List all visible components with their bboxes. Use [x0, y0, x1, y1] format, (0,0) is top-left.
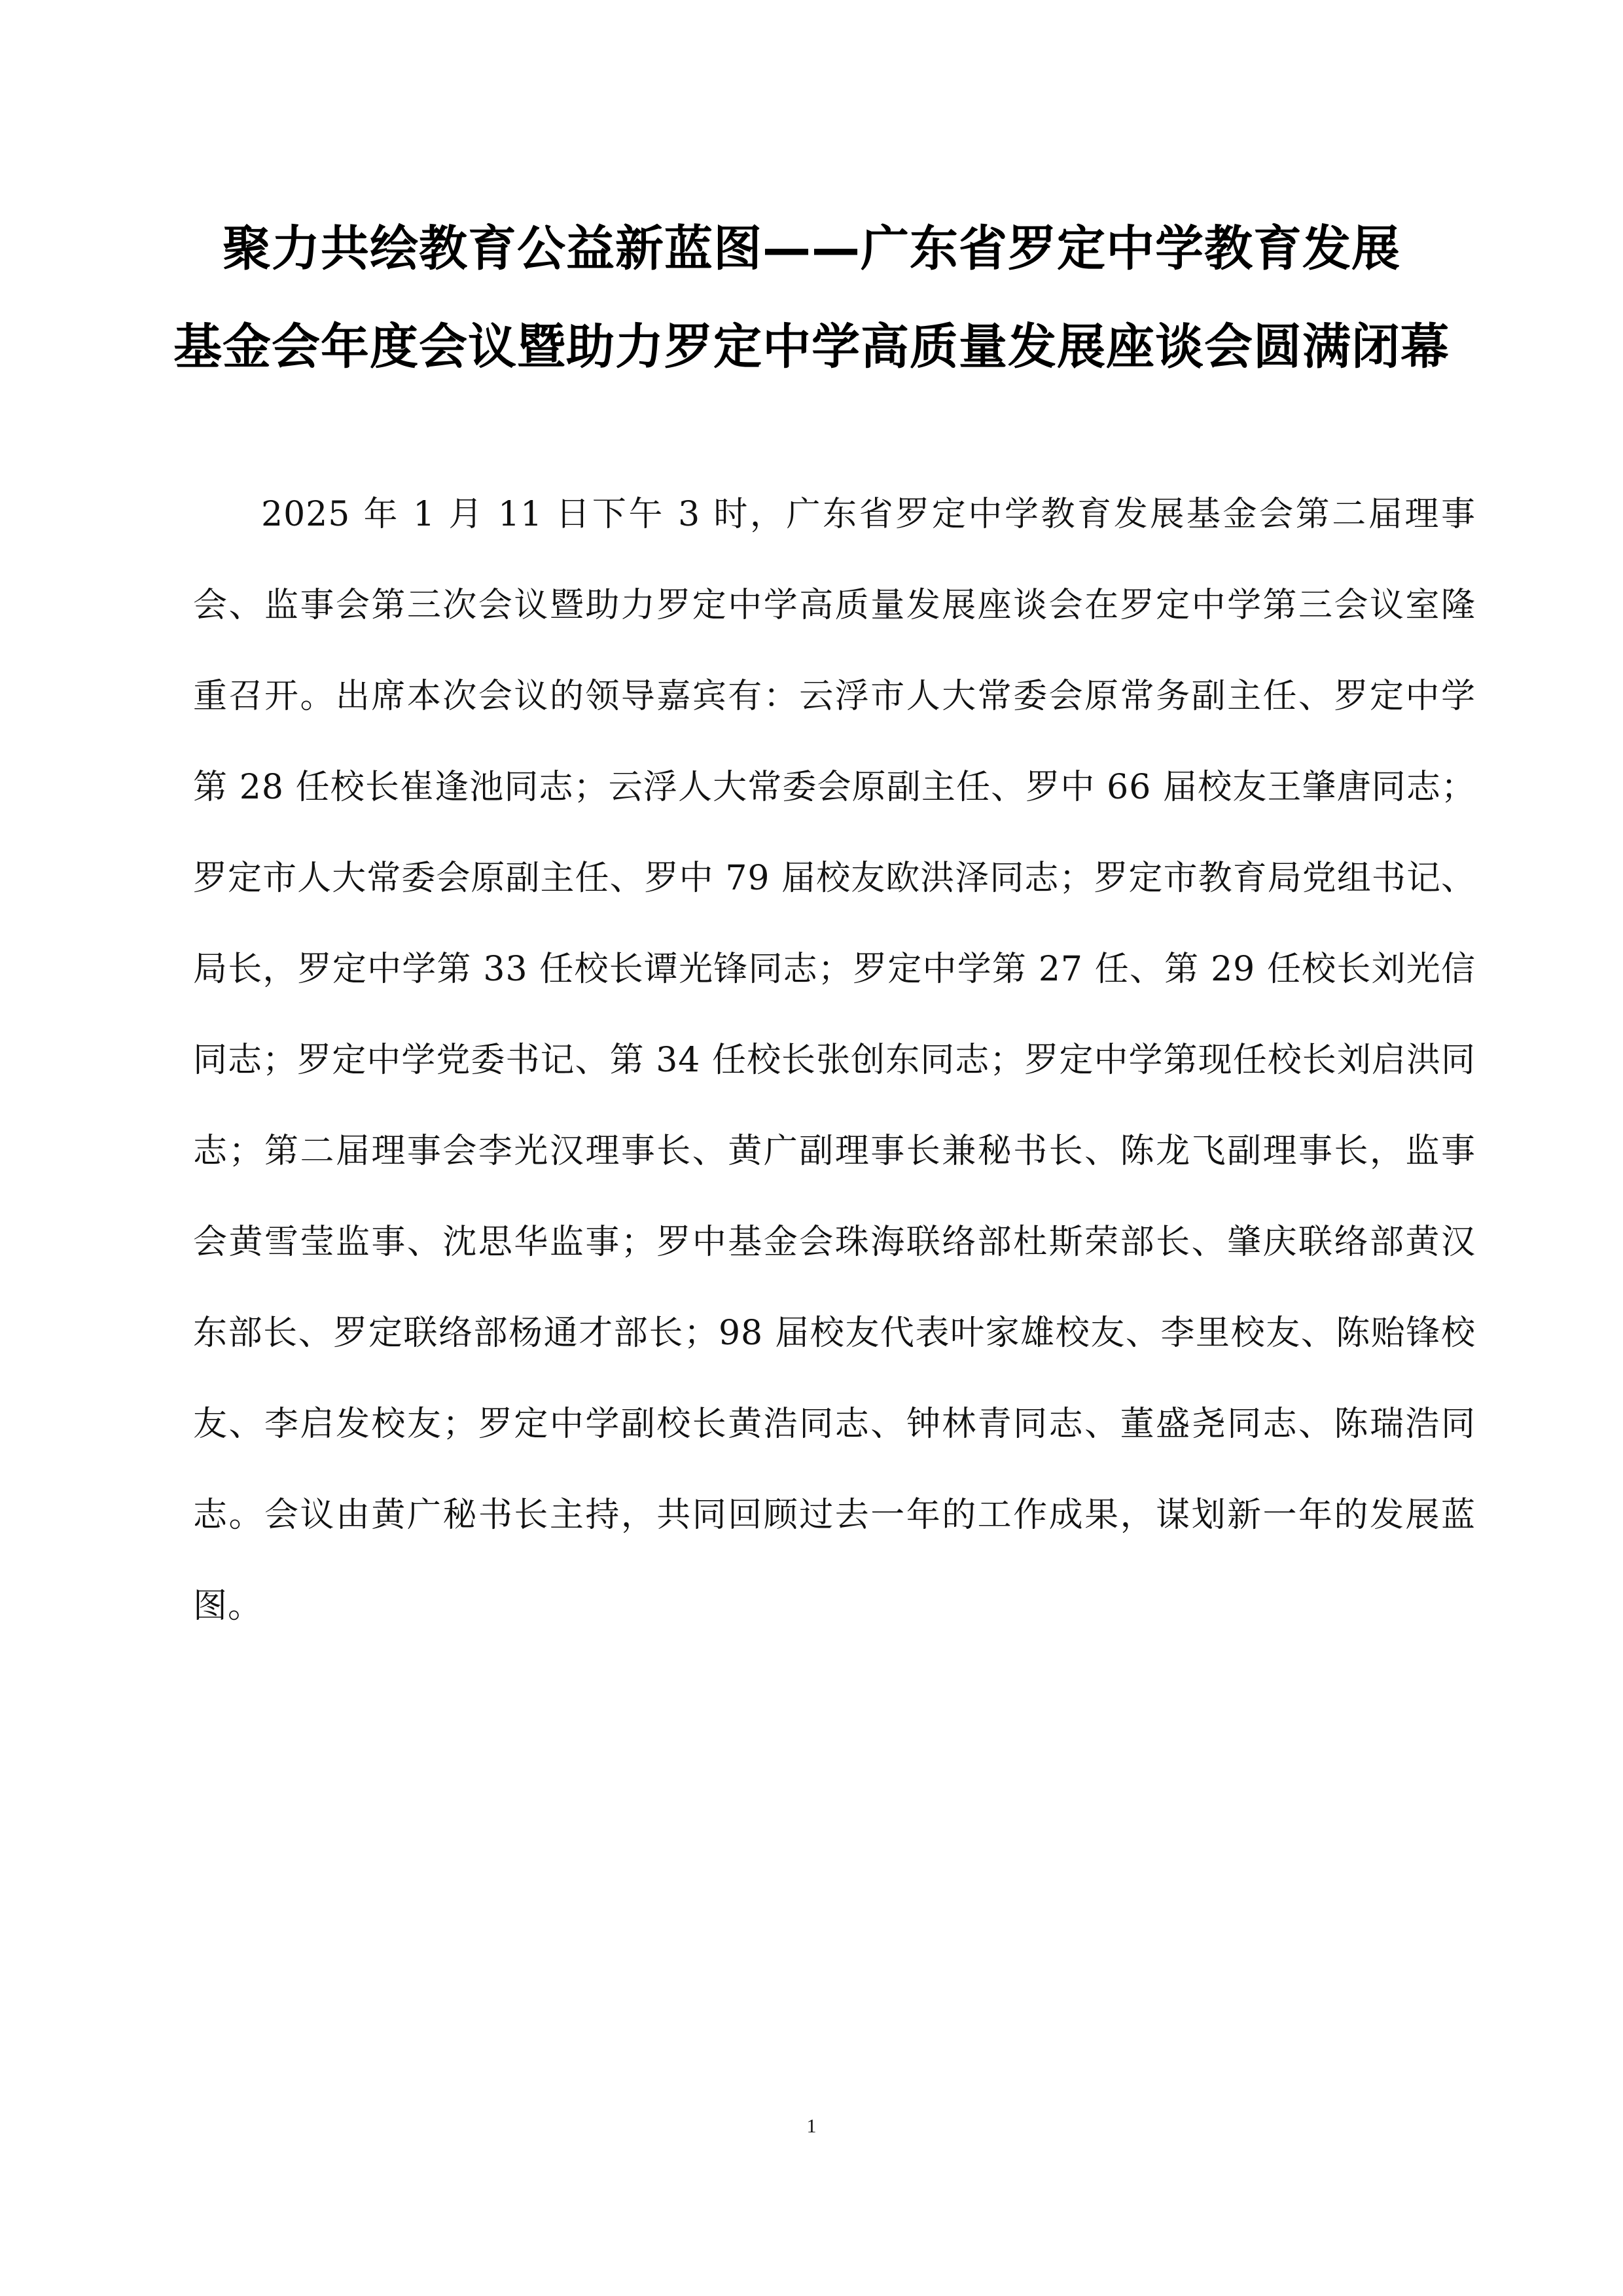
title-line-1: 聚力共绘教育公益新蓝图——广东省罗定中学教育发展: [223, 221, 1400, 277]
body-paragraph: 2025 年 1 月 11 日下午 3 时，广东省罗定中学教育发展基金会第二届理事会、监事会第三次会议暨助力罗定中学高质量发展座谈会在罗定中学第三会议室隆重召开。出席本次会议的领导嘉宾有：云浮市人大常委会原常务副主任、罗定中学第 28 任校长崔逢池同志；云浮人大常委会原副主任、罗中 66 届校友王肇唐同志；罗定市人大常委会原副主任、罗中 79 届校友欧洪泽同志；罗定市教育局党组书记、局长，罗定中学第 33 任校长谭光锋同志；罗定中学第 27 任、第 29 任校长刘光信同志；罗定中学党委书记、第 34 任校长张创东同志；罗定中学第现任校长刘启洪同志；第二届理事会李光汉理事长、黄广副理事长兼秘书长、陈龙飞副理事长，监事会黄雪莹监事、沈思华监事；罗中基金会珠海联络部杜斯荣部长、肇庆联络部黄汉东部长、罗定联络部杨通才部长；98 届校友代表叶家雄校友、李里校友、陈贻锋校友、李启发校友；罗定中学副校长黄浩同志、钟林青同志、董盛尧同志、陈瑞浩同志。会议由黄广秘书长主持，共同回顾过去一年的工作成果，谋划新一年的发展蓝图。: [193, 495, 1476, 1626]
title-line-2: 基金会年度会议暨助力罗定中学高质量发展座谈会圆满闭幕: [173, 319, 1450, 375]
page-number: 1: [806, 2115, 817, 2137]
page-title: [131, 200, 1492, 396]
